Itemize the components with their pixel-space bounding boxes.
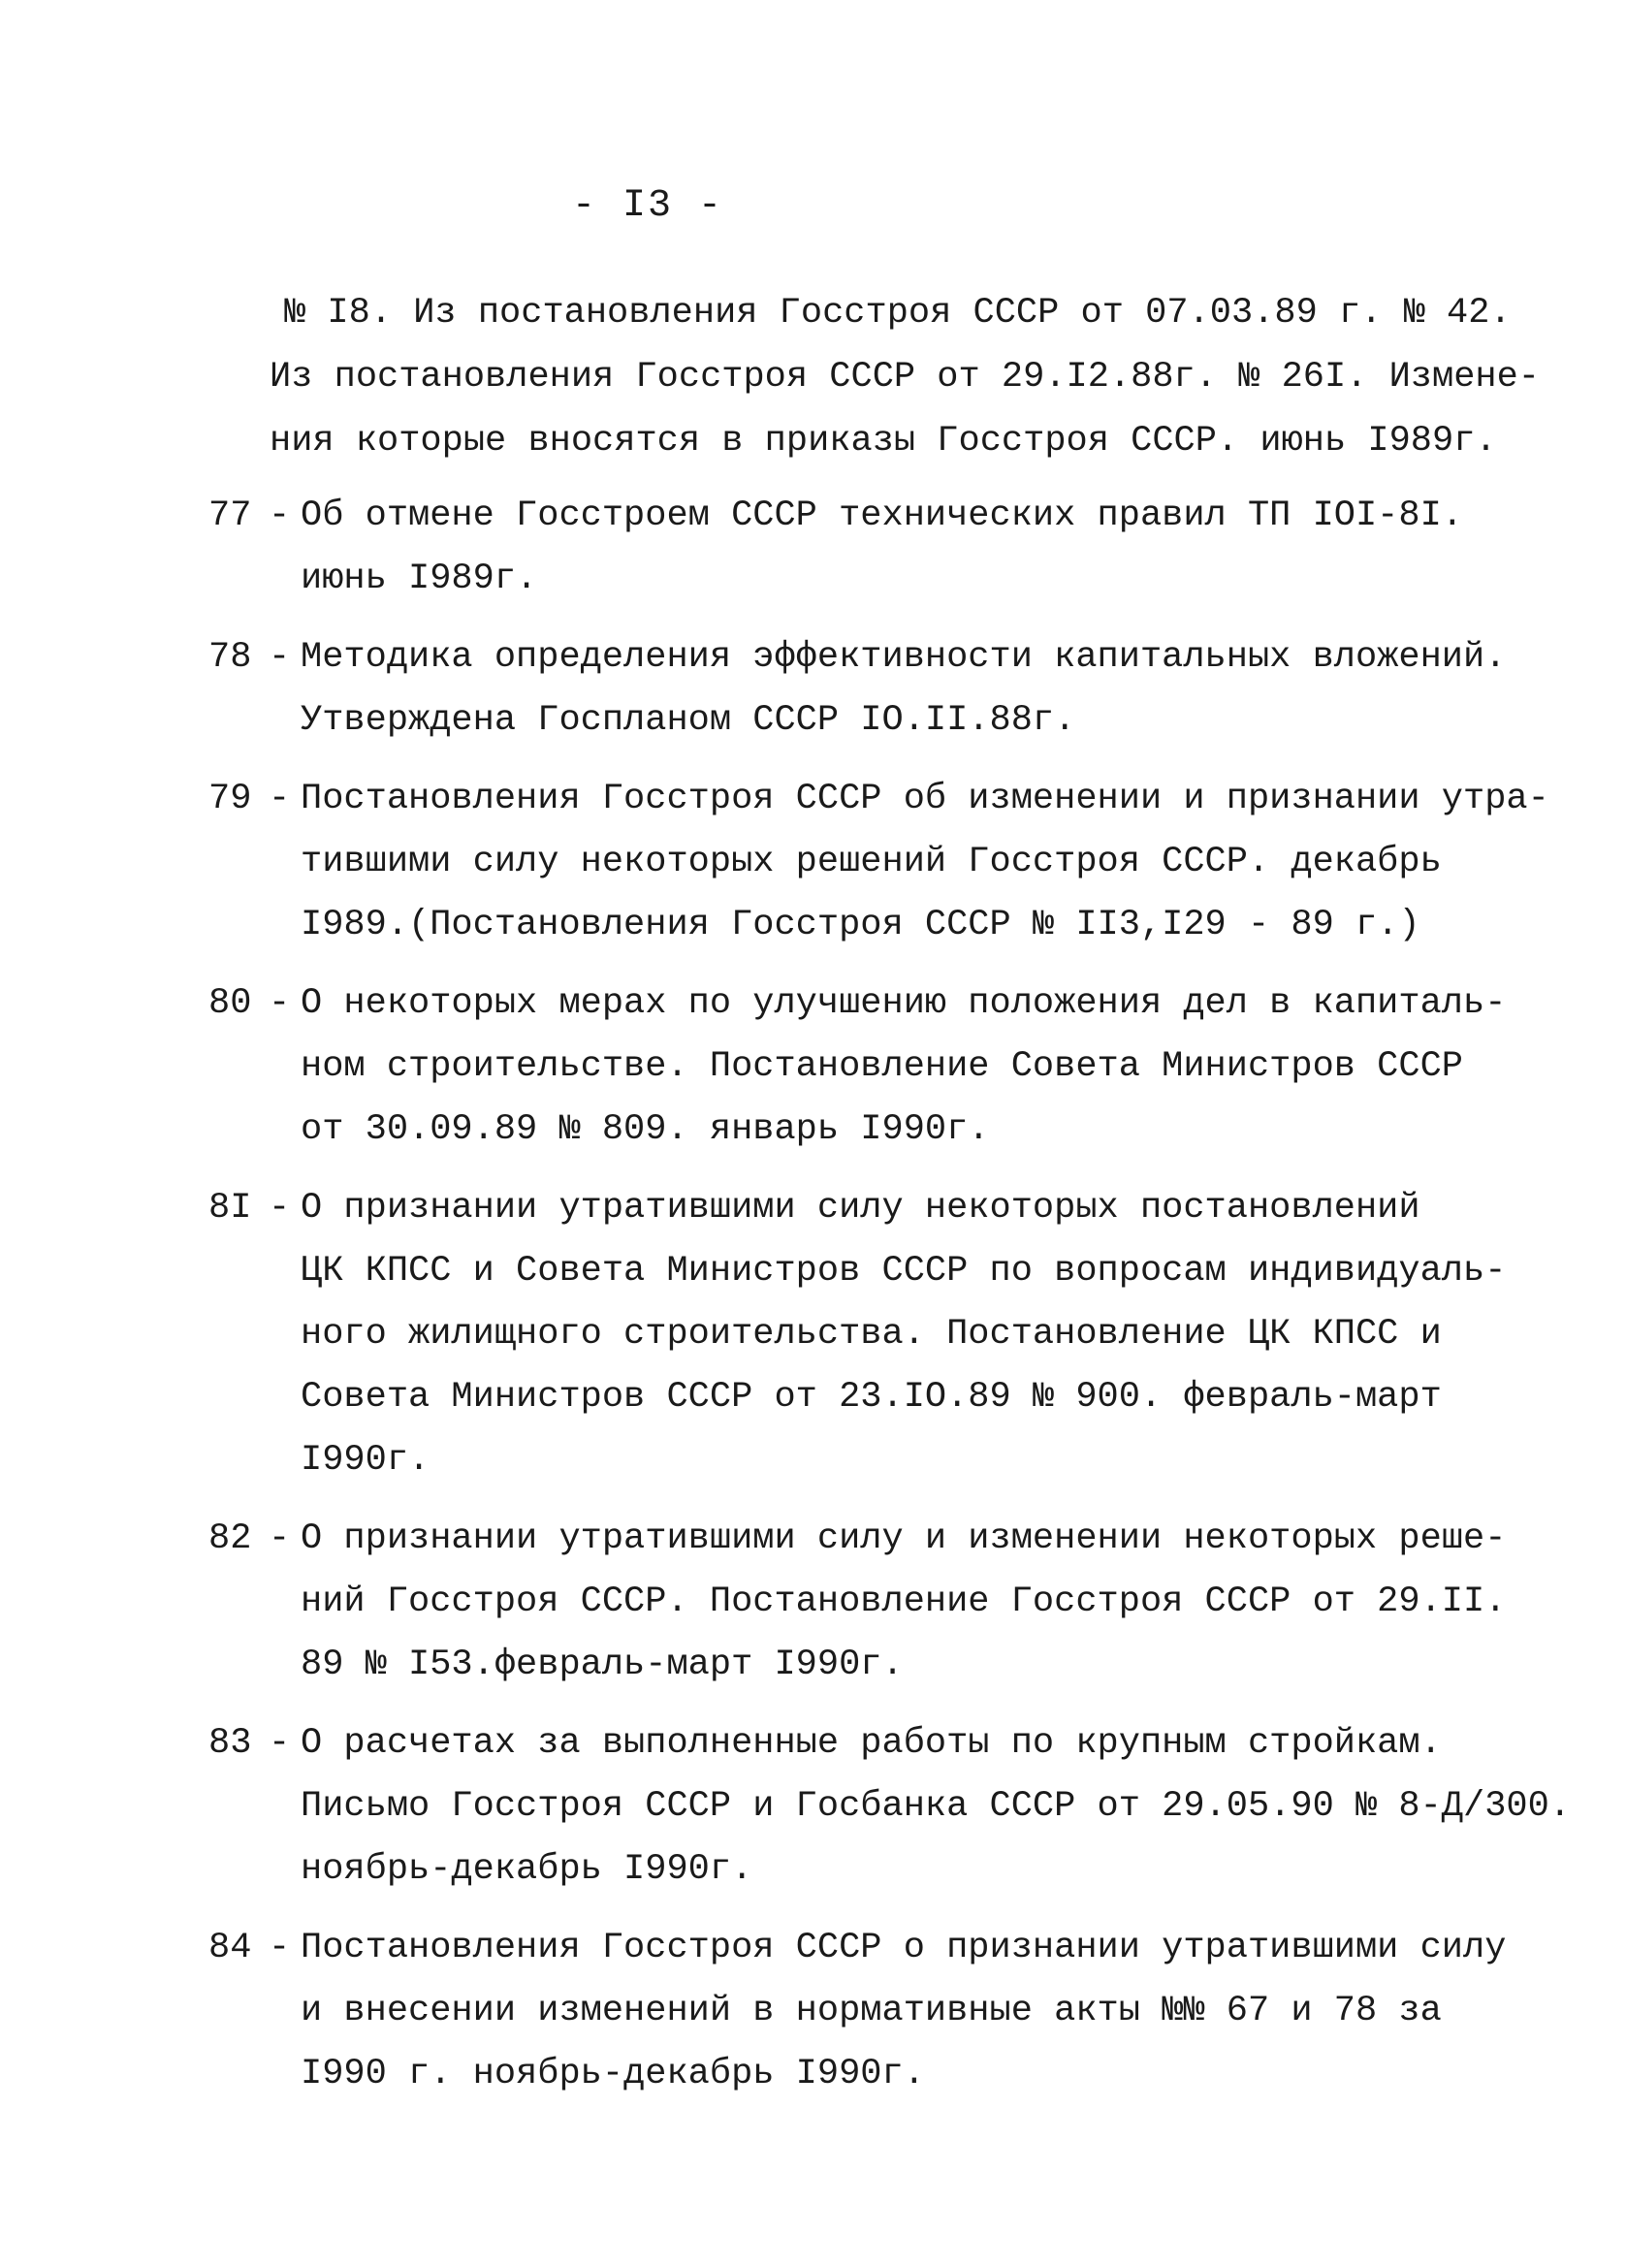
entry-line: I990 г. ноябрь-декабрь I990г. xyxy=(301,2054,925,2094)
entry-line: Утверждена Госпланом СССР IO.II.88г. xyxy=(301,700,1076,741)
entry-line: ном строительстве. Постановление Совета Министров СССР xyxy=(301,1046,1463,1087)
entry-dash: - xyxy=(269,637,291,678)
entry-78 xyxy=(208,626,1507,752)
entry-text xyxy=(301,485,1463,611)
entry-80 xyxy=(208,973,1507,1162)
entry-number: 83 xyxy=(208,1723,252,1764)
entry-text xyxy=(301,1508,1507,1697)
entry-text xyxy=(301,1917,1507,2106)
entry-number: 77 xyxy=(208,495,252,536)
entry-line: Письмо Госстроя СССР и Госбанка СССР от 29.05.90 № 8-Д/300. xyxy=(301,1786,1572,1827)
intro-paragraph xyxy=(270,281,1541,473)
entry-line: О некоторых мерах по улучшению положения дел в капиталь- xyxy=(301,983,1507,1024)
entry-text xyxy=(301,973,1507,1162)
entry-line: I989.(Постановления Госстроя СССР № II3,I29 - 89 г.) xyxy=(301,905,1420,945)
entry-line: июнь I989г. xyxy=(301,559,538,599)
entry-line: от 30.09.89 № 809. январь I990г. xyxy=(301,1109,990,1150)
entry-81 xyxy=(208,1177,1507,1492)
entry-number: 78 xyxy=(208,637,252,678)
entry-line: и внесении изменений в нормативные акты №№ 67 и 78 за xyxy=(301,1991,1442,2031)
entry-dash: - xyxy=(269,1723,291,1764)
entry-79 xyxy=(208,768,1549,957)
entry-list xyxy=(208,485,1572,2122)
entry-text xyxy=(301,626,1507,752)
entry-line: ний Госстроя СССР. Постановление Госстроя СССР от 29.II. xyxy=(301,1581,1507,1622)
entry-84 xyxy=(208,1917,1507,2106)
entry-line: тившими силу некоторых решений Госстроя СССР. декабрь xyxy=(301,842,1442,882)
entry-line: 89 № I53.февраль-март I990г. xyxy=(301,1645,904,1685)
entry-dash: - xyxy=(269,983,291,1024)
intro-line: ния которые вносятся в приказы Госстроя СССР. июнь I989г. xyxy=(270,421,1497,462)
entry-line: Об отмене Госстроем СССР технических правил ТП IOI-8I. xyxy=(301,495,1463,536)
entry-text xyxy=(301,1712,1572,1901)
entry-text xyxy=(301,1177,1507,1492)
entry-number: 82 xyxy=(208,1518,252,1559)
entry-line: ного жилищного строительства. Постановление ЦК КПСС и xyxy=(301,1314,1442,1355)
intro-line: Из постановления Госстроя СССР от 29.I2.88г. № 26I. Измене- xyxy=(270,357,1541,398)
entry-number: 79 xyxy=(208,779,252,819)
entry-line: ЦК КПСС и Совета Министров СССР по вопросам индивидуаль- xyxy=(301,1251,1507,1292)
entry-line: Постановления Госстроя СССР о признании утратившими силу xyxy=(301,1928,1507,1968)
entry-line: О признании утратившими силу и изменении некоторых реше- xyxy=(301,1518,1507,1559)
entry-line: Постановления Госстроя СССР об изменении и признании утра- xyxy=(301,779,1549,819)
entry-line: О признании утратившими силу некоторых постановлений xyxy=(301,1188,1420,1229)
entry-number: 80 xyxy=(208,983,252,1024)
entry-dash: - xyxy=(269,1188,291,1229)
entry-number: 8I xyxy=(208,1188,252,1229)
entry-line: I990г. xyxy=(301,1440,430,1481)
entry-number: 84 xyxy=(208,1928,252,1968)
entry-dash: - xyxy=(269,779,291,819)
intro-line: № I8. Из постановления Госстроя СССР от 07.03.89 г. № 42. xyxy=(284,293,1512,334)
entry-text xyxy=(301,768,1549,957)
entry-83 xyxy=(208,1712,1572,1901)
entry-77 xyxy=(208,485,1463,611)
entry-line: Совета Министров СССР от 23.IO.89 № 900. февраль-март xyxy=(301,1377,1442,1418)
entry-82 xyxy=(208,1508,1507,1697)
entry-line: О расчетах за выполненные работы по крупным стройкам. xyxy=(301,1723,1442,1764)
entry-dash: - xyxy=(269,1928,291,1968)
entry-dash: - xyxy=(269,1518,291,1559)
entry-line: Методика определения эффективности капитальных вложений. xyxy=(301,637,1507,678)
entry-line: ноябрь-декабрь I990г. xyxy=(301,1849,753,1890)
page-number: - I3 - xyxy=(572,184,724,228)
entry-dash: - xyxy=(269,495,291,536)
